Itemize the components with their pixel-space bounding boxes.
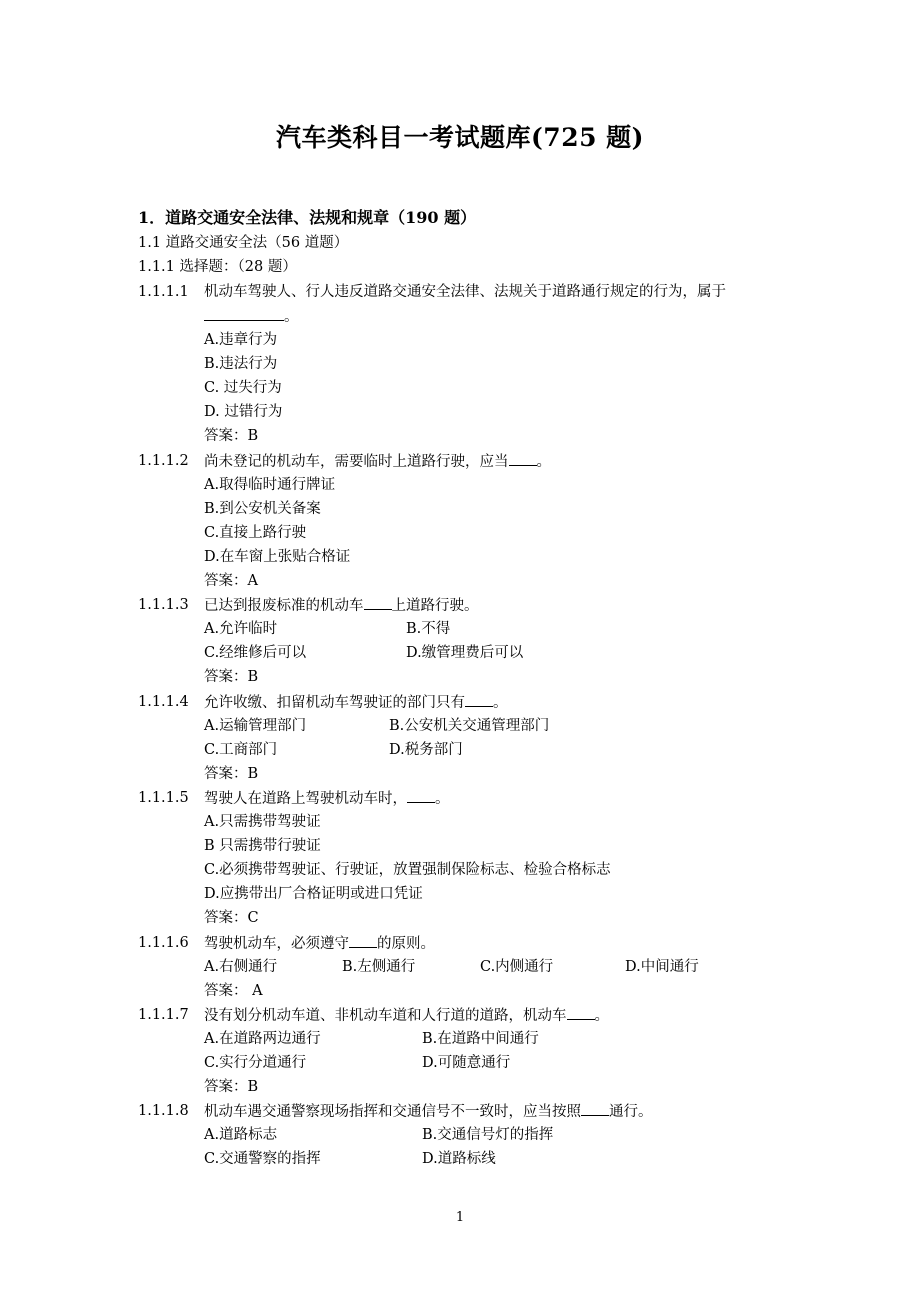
option: D.中间通行 [625,959,699,975]
option: C.实行分道通行 [204,1055,307,1071]
option: B.左侧通行 [342,959,416,975]
answer-blank [581,1101,609,1116]
answer: 答案：A [204,573,258,589]
option: B.不得 [406,621,451,637]
question-number: 1.1.1.1 [138,284,189,300]
option: C.经维修后可以 [204,645,307,661]
answer: 答案：B [204,428,259,444]
question-text: 机动车遇交通警察现场指挥和交通信号不一致时，应当按照 通行。 [204,1101,653,1122]
answer-blank [567,1005,595,1020]
option: C.内侧通行 [480,959,554,975]
document-title: 汽车类科目一考试题库(725 题) [275,123,645,152]
option: A.右侧通行 [204,959,278,975]
section-heading-1-1: 1.1 道路交通安全法（56 道题） [138,235,349,251]
option: B.交通信号灯的指挥 [422,1127,554,1143]
question-text: 尚未登记的机动车，需要临时上道路行驶，应当 。 [204,451,551,472]
option: B.到公安机关备案 [204,501,321,517]
option: C. 过失行为 [204,380,282,396]
option: D.在车窗上张贴合格证 [204,549,351,565]
question-number: 1.1.1.2 [138,453,189,469]
answer: 答案：B [204,1079,259,1095]
option: A.取得临时通行牌证 [204,477,336,493]
option: D.道路标线 [422,1151,496,1167]
option: D. 过错行为 [204,404,283,420]
question-text: 已达到报废标准的机动车 上道路行驶。 [204,595,479,616]
page-number: 1 [455,1210,465,1225]
answer-blank [364,595,392,610]
answer-blank [204,306,284,321]
answer-blank [465,692,493,707]
option: A.道路标志 [204,1127,278,1143]
question-number: 1.1.1.8 [138,1103,189,1119]
option: C.工商部门 [204,742,278,758]
question-number: 1.1.1.7 [138,1007,189,1023]
option: D.税务部门 [389,742,463,758]
option: D.可随意通行 [422,1055,511,1071]
question-number: 1.1.1.5 [138,790,189,806]
option: B.在道路中间通行 [422,1031,539,1047]
option: C.必须携带驾驶证、行驶证，放置强制保险标志、检验合格标志 [204,862,611,878]
answer-blank [407,788,435,803]
option: C.交通警察的指挥 [204,1151,321,1167]
question-text: 驾驶机动车，必须遵守 的原则。 [204,933,435,954]
question-text: 机动车驾驶人、行人违反道路交通安全法律、法规关于道路通行规定的行为，属于 [204,284,726,300]
option: B.违法行为 [204,356,278,372]
question-number: 1.1.1.4 [138,694,189,710]
option: A.在道路两边通行 [204,1031,321,1047]
answer: 答案： A [204,983,263,999]
question-number: 1.1.1.3 [138,597,189,613]
option: A.运输管理部门 [204,718,307,734]
section-heading-1: 1．道路交通安全法律、法规和规章（190 题） [138,208,477,227]
answer: 答案：C [204,910,259,926]
option: D.缴管理费后可以 [406,645,524,661]
option: B.公安机关交通管理部门 [389,718,550,734]
answer-blank [509,451,537,466]
option: B 只需携带行驶证 [204,838,321,854]
answer: 答案：B [204,669,259,685]
question-number: 1.1.1.6 [138,935,189,951]
option: A.允许临时 [204,621,278,637]
answer: 答案：B [204,766,259,782]
question-text: 允许收缴、扣留机动车驾驶证的部门只有 。 [204,692,508,713]
question-text: 没有划分机动车道、非机动车道和人行道的道路，机动车 。 [204,1005,609,1026]
question-continuation: 。 [204,306,299,327]
option: A.只需携带驾驶证 [204,814,321,830]
option: D.应携带出厂合格证明或进口凭证 [204,886,423,902]
section-heading-1-1-1: 1.1.1 选择题：（28 题） [138,259,297,275]
option: A.违章行为 [204,332,278,348]
answer-blank [349,933,377,948]
question-text: 驾驶人在道路上驾驶机动车时， 。 [204,788,450,809]
option: C.直接上路行驶 [204,525,307,541]
